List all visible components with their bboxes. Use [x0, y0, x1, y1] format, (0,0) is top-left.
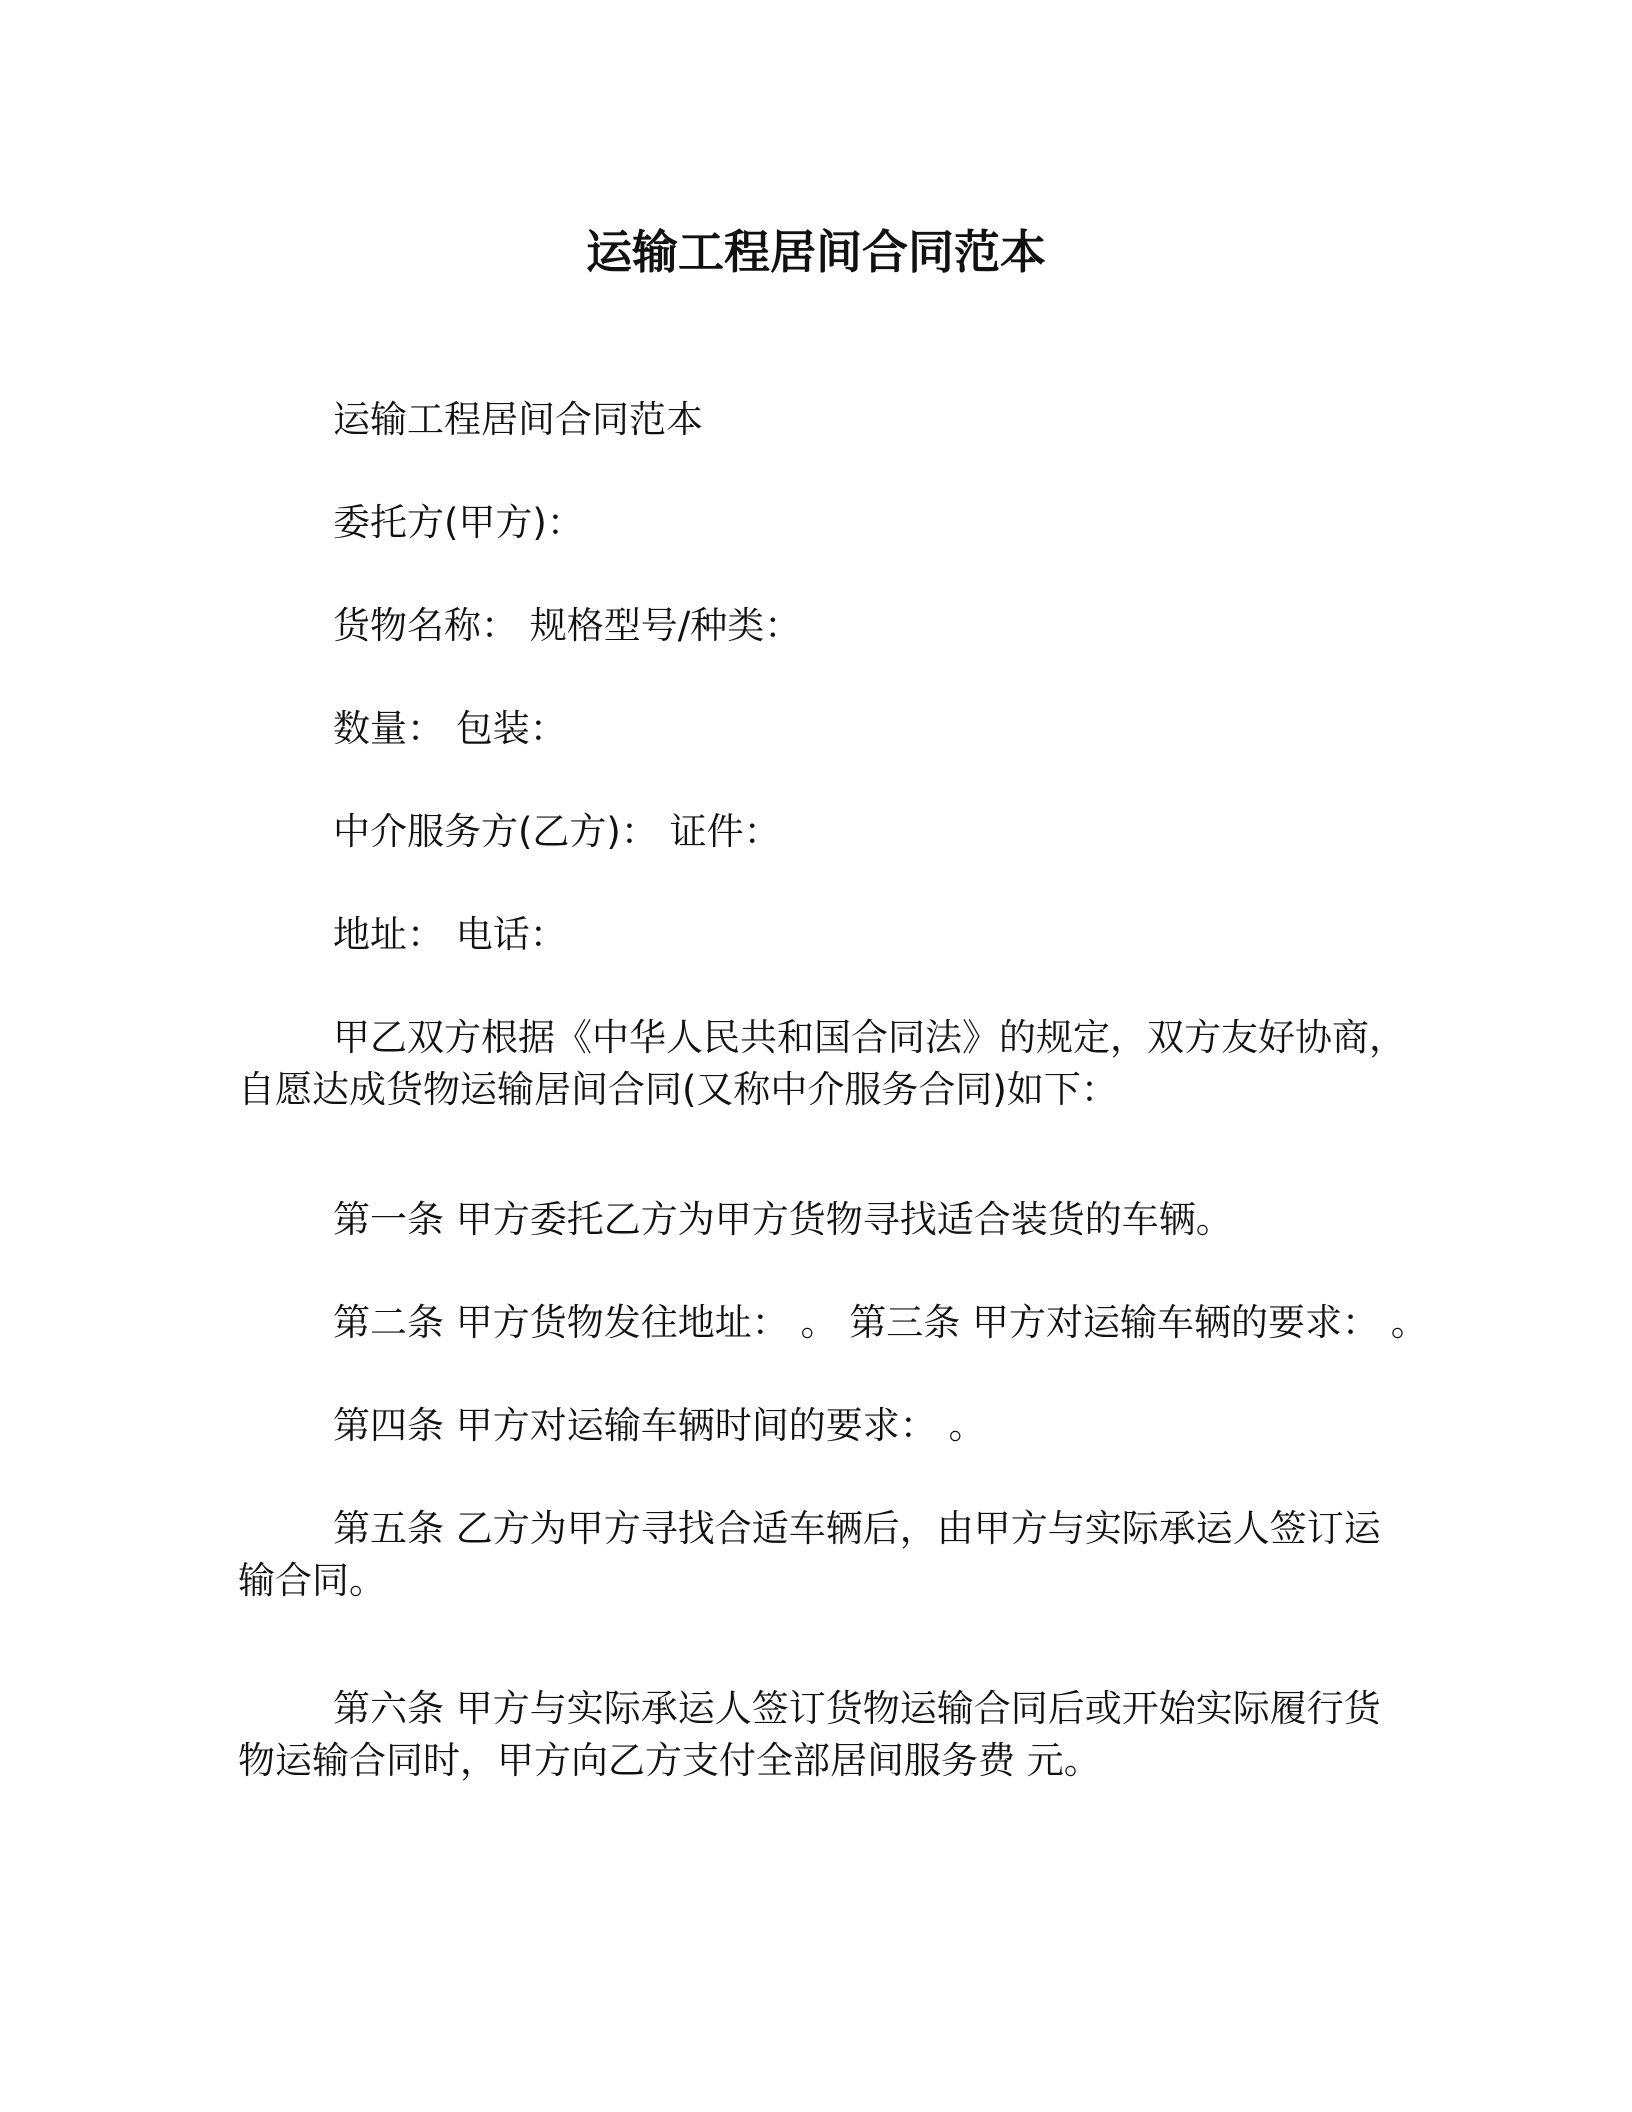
paragraph-article-1: 第一条 甲方委托乙方为甲方货物寻找适合装货的车辆。: [333, 1198, 1233, 1241]
document-title: 运输工程居间合同范本: [586, 225, 1046, 279]
paragraph-article-5: 第五条 乙方为甲方寻找合适车辆后，由甲方与实际承运人签订运 输合同。: [238, 1507, 1381, 1602]
paragraph-goods-name: 货物名称： 规格型号/种类：: [333, 604, 802, 647]
paragraph-party-b: 中介服务方(乙方)： 证件：: [333, 810, 781, 853]
paragraph-address: 地址： 电话：: [333, 913, 567, 956]
paragraph-quantity: 数量： 包装：: [333, 707, 567, 750]
paragraph-article-6: 第六条 甲方与实际承运人签订货物运输合同后或开始实际履行货 物运输合同时，甲方向乙方支付全部居间服务费 元。: [238, 1687, 1381, 1782]
paragraph-article-4: 第四条 甲方对运输车辆时间的要求： 。: [333, 1404, 986, 1447]
paragraph-preamble: 甲乙双方根据《中华人民共和国合同法》的规定，双方友好协商， 自愿达成货物运输居间合同(又称中介服务合同)如下：: [238, 1016, 1406, 1111]
paragraph-article-2-3: 第二条 甲方货物发往地址： 。 第三条 甲方对运输车辆的要求： 。: [333, 1301, 1428, 1344]
paragraph-subtitle: 运输工程居间合同范本: [333, 398, 703, 441]
paragraph-party-a: 委托方(甲方)：: [333, 501, 584, 544]
